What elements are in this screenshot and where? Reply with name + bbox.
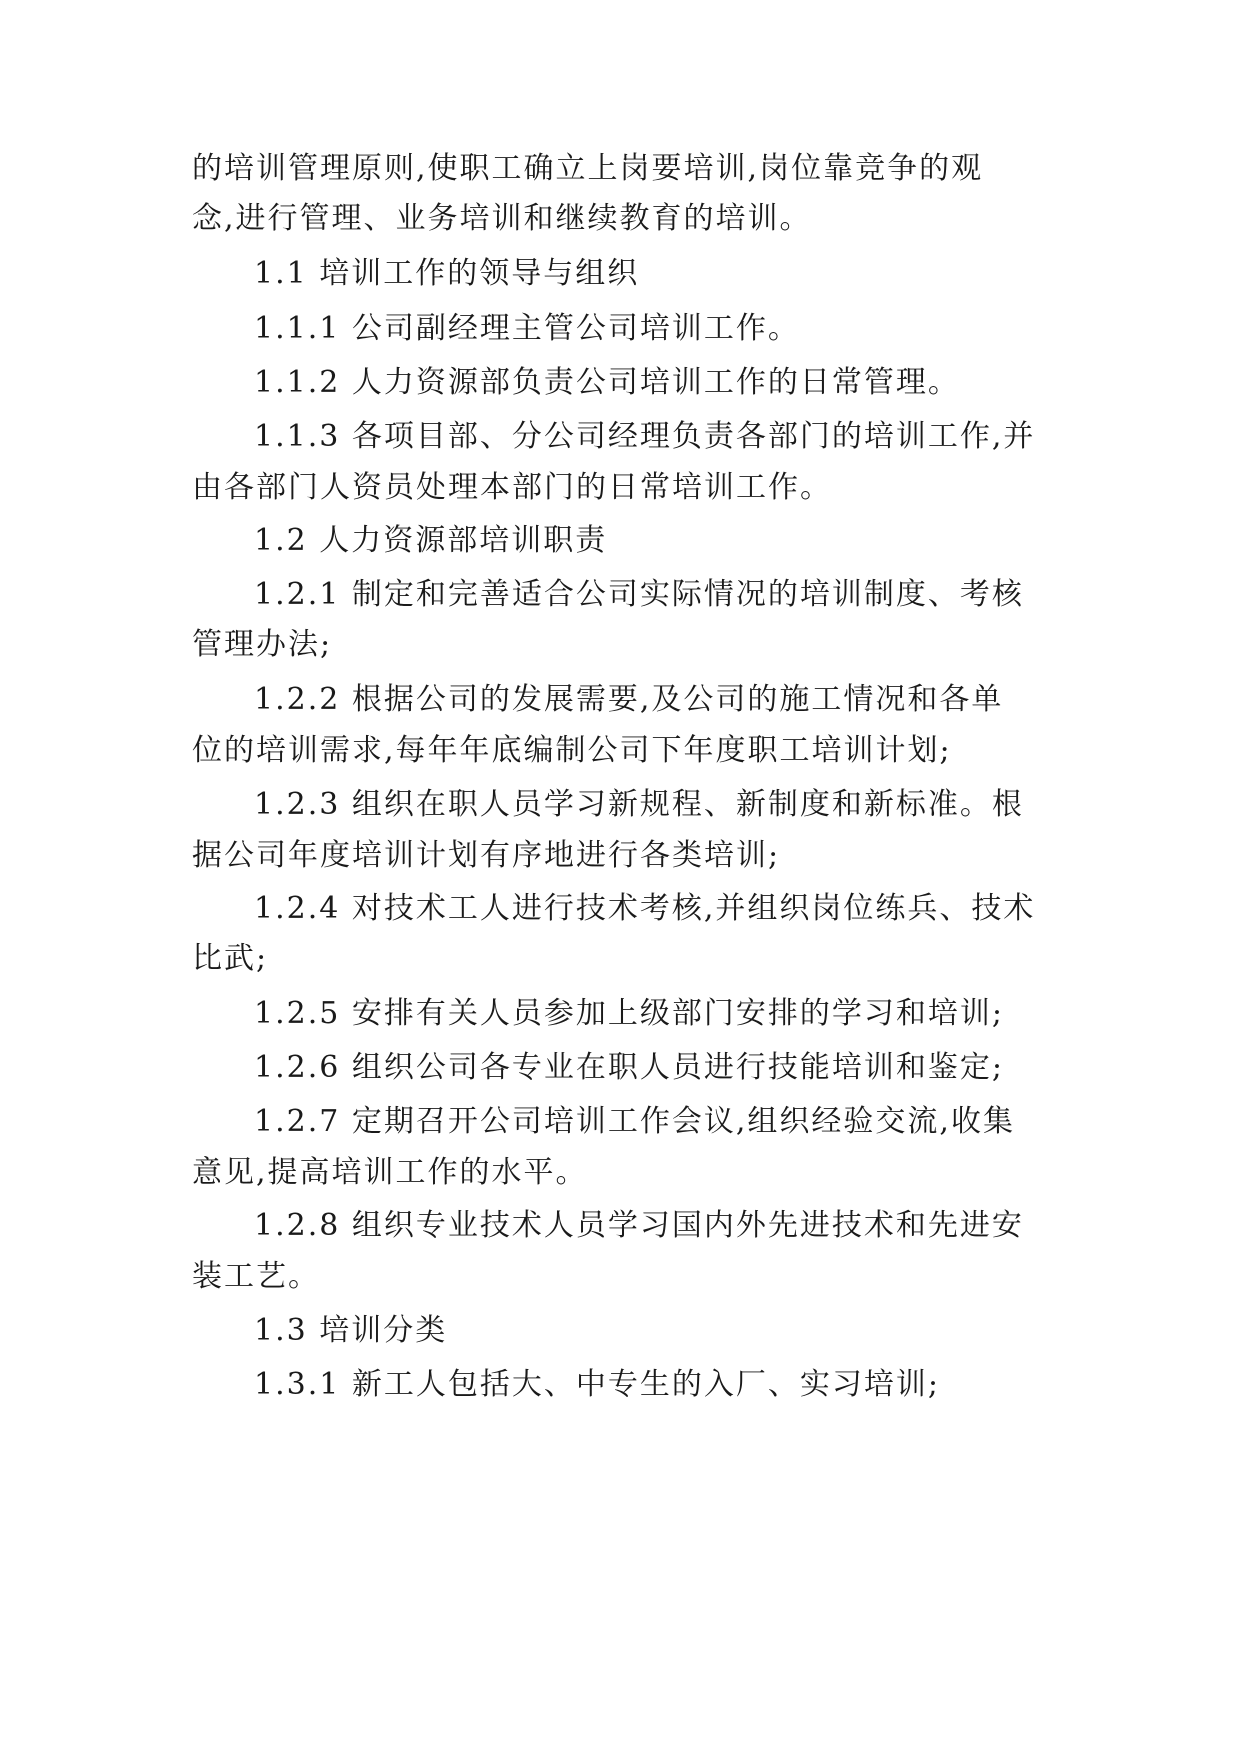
body-text-line: 装工艺。	[192, 1259, 320, 1294]
body-text-line: 管理办法;	[192, 627, 333, 662]
list-item: 1.2.8 组织专业技术人员学习国内外先进技术和先进安	[254, 1208, 1024, 1243]
body-text-line: 念,进行管理、业务培训和继续教育的培训。	[192, 201, 812, 236]
list-item: 1.2.4 对技术工人进行技术考核,并组织岗位练兵、技术	[254, 891, 1036, 926]
list-item: 1.1.3 各项目部、分公司经理负责各部门的培训工作,并	[254, 419, 1036, 454]
list-item: 1.2.5 安排有关人员参加上级部门安排的学习和培训;	[254, 996, 1004, 1031]
section-heading: 1.2 人力资源部培训职责	[254, 523, 608, 558]
section-heading: 1.1 培训工作的领导与组织	[254, 256, 640, 291]
list-item: 1.2.6 组织公司各专业在职人员进行技能培训和鉴定;	[254, 1050, 1004, 1085]
body-text-line: 的培训管理原则,使职工确立上岗要培训,岗位靠竞争的观	[192, 151, 984, 186]
section-heading: 1.3 培训分类	[254, 1313, 448, 1348]
list-item: 1.2.2 根据公司的发展需要,及公司的施工情况和各单	[254, 682, 1004, 717]
body-text-line: 由各部门人资员处理本部门的日常培训工作。	[192, 470, 832, 505]
list-item: 1.1.1 公司副经理主管公司培训工作。	[254, 311, 800, 346]
list-item: 1.1.2 人力资源部负责公司培训工作的日常管理。	[254, 365, 960, 400]
list-item: 1.2.3 组织在职人员学习新规程、新制度和新标准。根	[254, 787, 1024, 822]
body-text-line: 比武;	[192, 941, 269, 976]
body-text-line: 位的培训需求,每年年底编制公司下年度职工培训计划;	[192, 733, 952, 768]
list-item: 1.2.1 制定和完善适合公司实际情况的培训制度、考核	[254, 577, 1024, 612]
list-item: 1.3.1 新工人包括大、中专生的入厂、实习培训;	[254, 1367, 940, 1402]
body-text-line: 意见,提高培训工作的水平。	[192, 1155, 588, 1190]
list-item: 1.2.7 定期召开公司培训工作会议,组织经验交流,收集	[254, 1104, 1015, 1139]
body-text-line: 据公司年度培训计划有序地进行各类培训;	[192, 838, 781, 873]
